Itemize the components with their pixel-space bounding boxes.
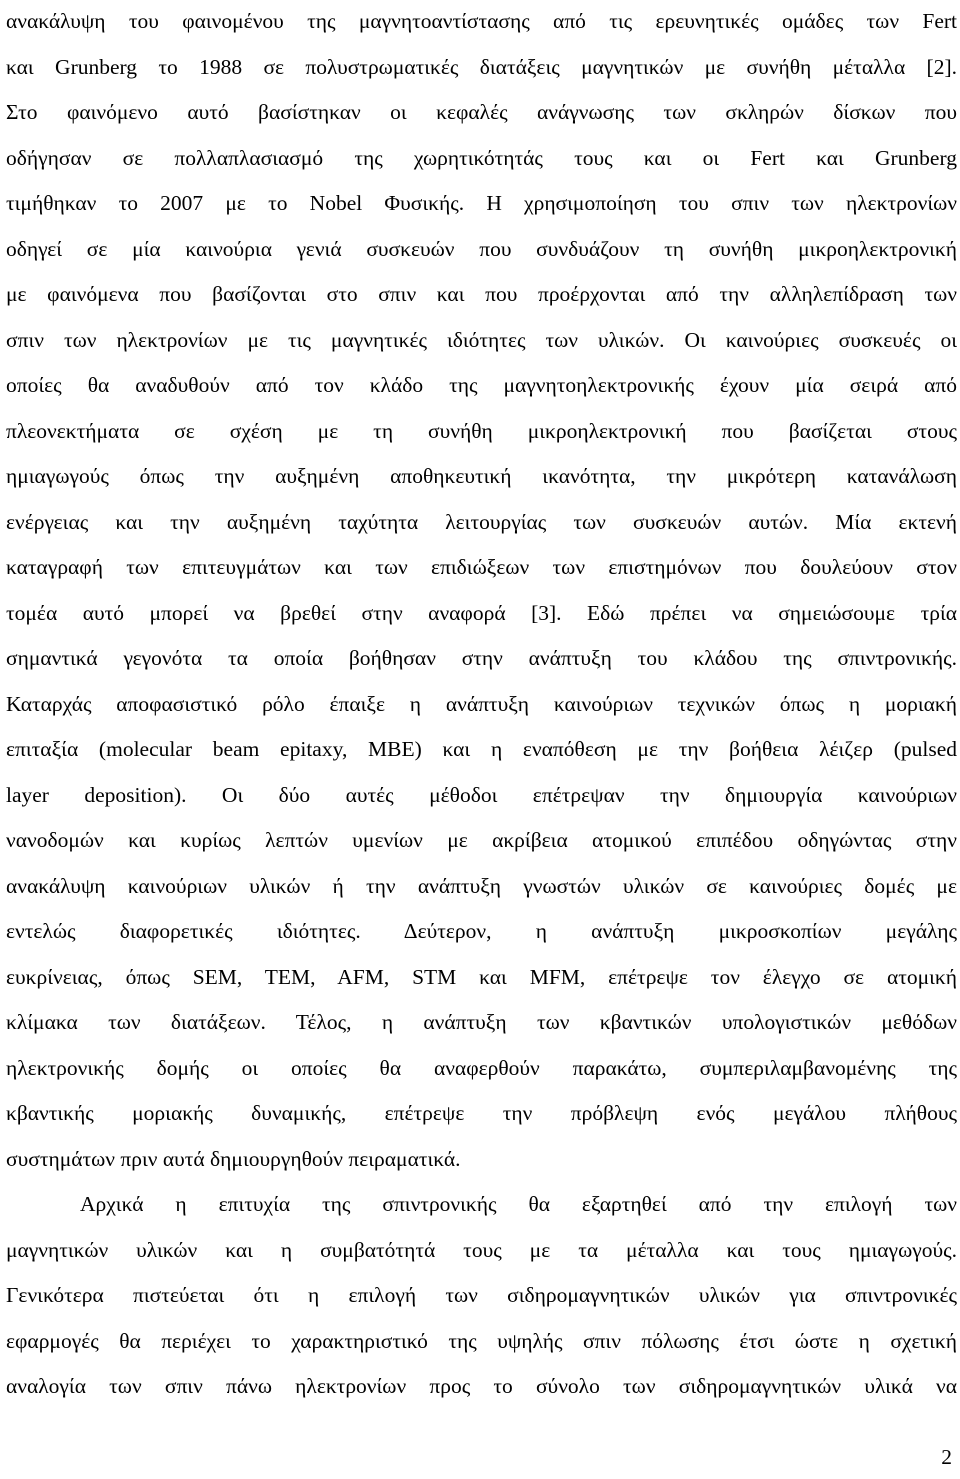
- text-line: τομέα αυτό μπορεί να βρεθεί στην αναφορά [3]. Εδώ πρέπει να σημειώσουμε τρία: [6, 600, 957, 625]
- page-number: 2: [941, 1445, 952, 1469]
- text-line: ανακάλυψη καινούριων υλικών ή την ανάπτυξη γνωστών υλικών σε καινούριες δομές με: [6, 873, 957, 898]
- text-line: ενέργειας και την αυξημένη ταχύτητα λειτουργίας των συσκευών αυτών. Μία εκτενή: [6, 509, 957, 534]
- text-line: με φαινόμενα που βασίζονται στο σπιν και που προέρχονται από την αλληλεπίδραση των: [6, 282, 957, 306]
- text-line: επιταξία (molecular beam epitaxy, MBE) και η εναπόθεση με την βοήθεια λέιζερ (pulsed: [6, 737, 957, 761]
- text-line: ανακάλυψη του φαινομένου της μαγνητοαντίστασης από τις ερευνητικές ομάδες των Fert: [6, 9, 957, 33]
- text-line: σπιν των ηλεκτρονίων με τις μαγνητικές ιδιότητες των υλικών. Οι καινούριες συσκευές οι: [6, 327, 957, 352]
- text-line: ευκρίνειας, όπως SEM, TEM, AFM, STM και MFM, επέτρεψε τον έλεγχο σε ατομική: [6, 964, 957, 989]
- paragraph: [6, 1182, 957, 1410]
- text-line: κβαντικής μοριακής δυναμικής, επέτρεψε την πρόβλεψη ενός μεγάλου πλήθους: [6, 1101, 957, 1125]
- text-line: ηλεκτρονικής δομής οι οποίες θα αναφερθούν παρακάτω, συμπεριλαμβανομένης της: [6, 1055, 957, 1080]
- text-line: κλίμακα των διατάξεων. Τέλος, η ανάπτυξη των κβαντικών υπολογιστικών μεθόδων: [6, 1010, 957, 1034]
- text-line: συστημάτων πριν αυτά δημιουργηθούν πειραματικά.: [6, 1146, 461, 1171]
- document-body: [6, 0, 957, 1410]
- text-line: Καταρχάς αποφασιστικό ρόλο έπαιξε η ανάπτυξη καινούριων τεχνικών όπως η μοριακή: [6, 691, 957, 716]
- text-line: εφαρμογές θα περιέχει το χαρακτηριστικό της υψηλής σπιν πόλωσης έτσι ώστε η σχετική: [6, 1328, 957, 1353]
- text-line: ημιαγωγούς όπως την αυξημένη αποθηκευτική ικανότητα, την μικρότερη κατανάλωση: [6, 464, 957, 488]
- text-line: εντελώς διαφορετικές ιδιότητες. Δεύτερον, η ανάπτυξη μικροσκοπίων μεγάλης: [6, 919, 957, 943]
- text-line: Γενικότερα πιστεύεται ότι η επιλογή των σιδηρομαγνητικών υλικών για σπιντρονικές: [6, 1283, 957, 1307]
- text-line: σημαντικά γεγονότα τα οποία βοήθησαν στην ανάπτυξη του κλάδου της σπιντρονικής.: [6, 646, 957, 670]
- text-line: Στο φαινόμενο αυτό βασίστηκαν οι κεφαλές ανάγνωσης των σκληρών δίσκων που: [6, 100, 957, 124]
- text-line: Αρχικά η επιτυχία της σπιντρονικής θα εξαρτηθεί από την επιλογή των: [80, 1192, 957, 1216]
- paragraph: [6, 0, 957, 1182]
- text-line: νανοδομών και κυρίως λεπτών υμενίων με ακρίβεια ατομικού επιπέδου οδηγώντας στην: [6, 828, 957, 852]
- text-line: τιμήθηκαν το 2007 με το Nobel Φυσικής. Η χρησιμοποίηση του σπιν των ηλεκτρονίων: [6, 191, 957, 215]
- text-line: οποίες θα αναδυθούν από τον κλάδο της μαγνητοηλεκτρονικής έχουν μία σειρά από: [6, 373, 957, 397]
- text-line: οδήγησαν σε πολλαπλασιασμό της χωρητικότητάς τους και οι Fert και Grunberg: [6, 145, 957, 170]
- text-line: αναλογία των σπιν πάνω ηλεκτρονίων προς το σύνολο των σιδηρομαγνητικών υλικά να: [6, 1374, 957, 1398]
- text-line: και Grunberg το 1988 σε πολυστρωματικές διατάξεις μαγνητικών με συνήθη μέταλλα [2].: [6, 54, 957, 79]
- text-line: πλεονεκτήματα σε σχέση με τη συνήθη μικροηλεκτρονική που βασίζεται στους: [6, 418, 957, 443]
- text-line: μαγνητικών υλικών και η συμβατότητά τους με τα μέταλλα και τους ημιαγωγούς.: [6, 1237, 957, 1262]
- text-line: layer deposition). Οι δύο αυτές μέθοδοι επέτρεψαν την δημιουργία καινούριων: [6, 782, 957, 807]
- text-line: οδηγεί σε μία καινούρια γενιά συσκευών που συνδυάζουν τη συνήθη μικροηλεκτρονική: [6, 236, 957, 261]
- text-line: καταγραφή των επιτευγμάτων και των επιδιώξεων των επιστημόνων που δουλεύουν στον: [6, 555, 957, 579]
